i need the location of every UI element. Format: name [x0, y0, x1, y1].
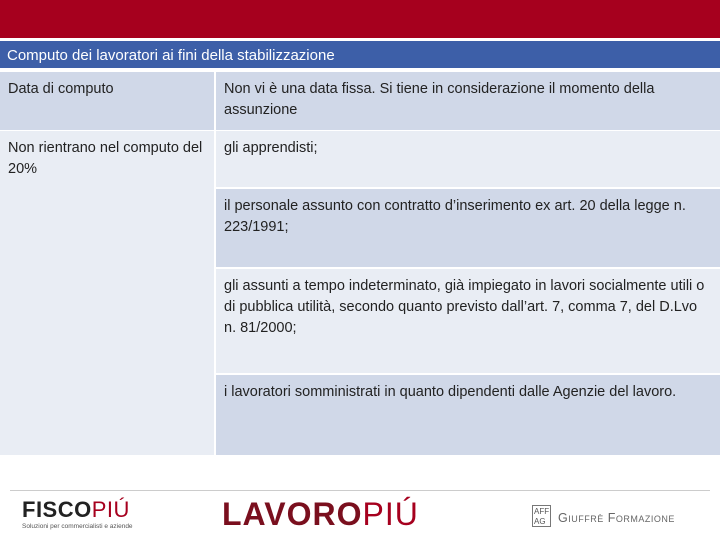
- list-item: gli assunti a tempo indeterminato, già impiegato in lavori socialmente utili o di pubblica utilità, secondo quanto previsto dall’art. 7, comma 7, del D.Lvo n. 81/2000;: [216, 269, 720, 373]
- fiscopiu-tagline: Soluzioni per commercialisti e aziende: [22, 523, 133, 530]
- giuffre-formazione-logo: Giuffrè Formazione: [558, 511, 675, 525]
- fiscopiu-logo: [22, 497, 130, 523]
- row-label-data-di-computo: Data di computo: [0, 72, 214, 130]
- giuffre-logo-icon: [532, 505, 551, 527]
- row-label-non-rientrano: Non rientrano nel computo del 20%: [0, 131, 214, 455]
- table-header: Computo dei lavoratori ai fini della stabilizzazione: [0, 40, 720, 70]
- list-item: i lavoratori somministrati in quanto dipendenti dalle Agenzie del lavoro.: [216, 375, 720, 455]
- giuffre-box-bottom: AG: [534, 517, 546, 526]
- row-value-data-di-computo: Non vi è una data fissa. Si tiene in considerazione il momento della assunzione: [216, 72, 720, 130]
- lavoropiu-logo: [222, 496, 419, 533]
- top-band: [0, 0, 720, 38]
- footer-divider: [10, 490, 710, 491]
- lavoropiu-logo-main: LAVORO: [222, 496, 363, 532]
- lavoropiu-logo-accent: PIÚ: [362, 496, 419, 532]
- fiscopiu-logo-accent: PIÚ: [91, 497, 130, 522]
- giuffre-box-top: AFF: [534, 507, 550, 516]
- list-item: gli apprendisti;: [216, 131, 720, 187]
- list-item: il personale assunto con contratto d’inserimento ex art. 20 della legge n. 223/1991;: [216, 189, 720, 267]
- fiscopiu-logo-main: FISCO: [22, 497, 92, 522]
